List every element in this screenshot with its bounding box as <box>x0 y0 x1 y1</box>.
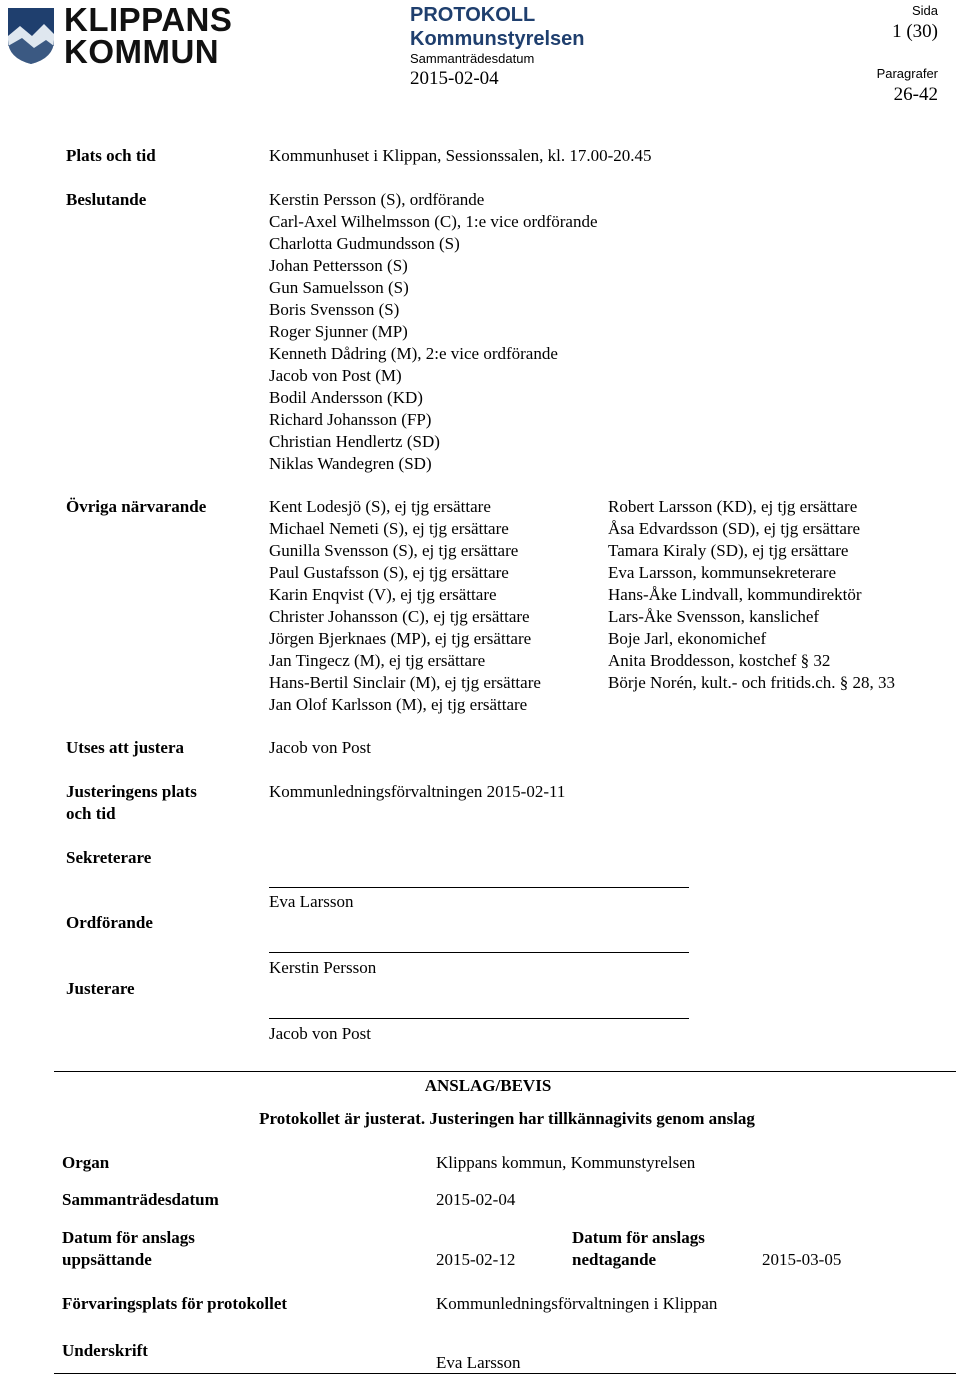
list-item: Roger Sjunner (MP) <box>269 322 408 341</box>
storage-value: Kommunledningsförvaltningen i Klippan <box>436 1294 718 1313</box>
list-item: Börje Norén, kult.- och fritids.ch. § 28, 33 <box>608 673 896 692</box>
list-item: Anita Broddesson, kostchef § 32 <box>608 651 831 670</box>
posting-date-value: 2015-02-12 <box>436 1250 516 1269</box>
list-item: Tamara Kiraly (SD), ej tjg ersättare <box>608 541 849 560</box>
secretary-label: Sekreterare <box>66 848 152 867</box>
signature-name: Eva Larsson <box>436 1353 521 1372</box>
list-item: Hans-Åke Lindvall, kommundirektör <box>608 585 862 604</box>
notice-meeting-date-value: 2015-02-04 <box>436 1190 516 1209</box>
chair-signature-line <box>269 952 689 953</box>
signature-label: Underskrift <box>62 1341 148 1360</box>
committee-name: Kommunstyrelsen <box>410 28 585 50</box>
list-item: Robert Larsson (KD), ej tjg ersättare <box>608 497 858 516</box>
others-list-col2 <box>608 496 895 694</box>
municipal-crest-icon <box>6 6 56 66</box>
removal-date-value: 2015-03-05 <box>762 1250 842 1269</box>
page-label: Sida <box>911 3 938 18</box>
signing-adjuster-name: Jacob von Post <box>269 1024 371 1043</box>
list-item: Gunilla Svensson (S), ej tjg ersättare <box>269 541 519 560</box>
list-item: Boris Svensson (S) <box>269 300 400 319</box>
paragraphs-label: Paragrafer <box>876 66 938 81</box>
organ-label: Organ <box>62 1153 110 1172</box>
adjust-place-value: Kommunledningsförvaltningen 2015-02-11 <box>269 782 566 801</box>
list-item: Charlotta Gudmundsson (S) <box>269 234 460 253</box>
list-item: Carl-Axel Wilhelmsson (C), 1:e vice ordförande <box>269 212 598 231</box>
others-label: Övriga närvarande <box>66 497 207 516</box>
notice-meeting-date-label: Sammanträdesdatum <box>62 1190 219 1209</box>
chair-name: Kerstin Persson <box>269 958 377 977</box>
doc-type: PROTOKOLL <box>410 4 536 26</box>
list-item: Johan Pettersson (S) <box>269 256 408 275</box>
posting-date-label-1: Datum för anslags <box>62 1228 195 1247</box>
list-item: Richard Johansson (FP) <box>269 410 432 429</box>
adjuster-value: Jacob von Post <box>269 738 371 757</box>
removal-date-label-1: Datum för anslags <box>572 1228 705 1247</box>
notice-subtitle: Protokollet är justerat. Justeringen har tillkännagivits genom anslag <box>259 1109 755 1128</box>
klippans-kommun-logo <box>6 1 233 70</box>
logo-line-2: KOMMUN <box>64 33 220 70</box>
secretary-name: Eva Larsson <box>269 892 354 911</box>
list-item: Åsa Edvardsson (SD), ej tjg ersättare <box>608 519 861 538</box>
list-item: Kenneth Dådring (M), 2:e vice ordförande <box>269 344 558 363</box>
adjust-place-label-1: Justeringens plats <box>66 782 197 801</box>
notice-title: ANSLAG/BEVIS <box>424 1076 552 1095</box>
list-item: Boje Jarl, ekonomichef <box>608 629 767 648</box>
list-item: Bodil Andersson (KD) <box>269 388 423 407</box>
list-item: Christer Johansson (C), ej tjg ersättare <box>269 607 530 626</box>
list-item: Paul Gustafsson (S), ej tjg ersättare <box>269 563 509 582</box>
deciding-label: Beslutande <box>66 190 147 209</box>
list-item: Niklas Wandegren (SD) <box>269 454 432 473</box>
adjuster-label: Utses att justera <box>66 738 185 757</box>
adjust-place-label-2: och tid <box>66 804 116 823</box>
secretary-signature-line <box>269 887 689 888</box>
list-item: Christian Hendlertz (SD) <box>269 432 440 451</box>
list-item: Michael Nemeti (S), ej tjg ersättare <box>269 519 509 538</box>
list-item: Kent Lodesjö (S), ej tjg ersättare <box>269 497 491 516</box>
signing-adjuster-label: Justerare <box>66 979 135 998</box>
meeting-date-label: Sammanträdesdatum <box>410 51 535 66</box>
list-item: Gun Samuelsson (S) <box>269 278 409 297</box>
list-item: Jacob von Post (M) <box>269 366 402 385</box>
storage-label: Förvaringsplats för protokollet <box>62 1294 288 1313</box>
page-number: 1 (30) <box>892 21 938 42</box>
list-item: Lars-Åke Svensson, kanslichef <box>608 607 820 626</box>
list-item: Jörgen Bjerknaes (MP), ej tjg ersättare <box>269 629 532 648</box>
list-item: Karin Enqvist (V), ej tjg ersättare <box>269 585 497 604</box>
organ-value: Klippans kommun, Kommunstyrelsen <box>436 1153 696 1172</box>
posting-date-label-2: uppsättande <box>62 1250 152 1269</box>
list-item: Jan Tingecz (M), ej tjg ersättare <box>269 651 486 670</box>
place-value: Kommunhuset i Klippan, Sessionssalen, kl. 17.00-20.45 <box>269 146 652 165</box>
section-divider <box>54 1071 956 1072</box>
logo-line-1: KLIPPANS <box>64 1 233 38</box>
list-item: Kerstin Persson (S), ordförande <box>269 190 485 209</box>
adjuster-signature-line <box>269 1018 689 1019</box>
list-item: Hans-Bertil Sinclair (M), ej tjg ersättare <box>269 673 541 692</box>
place-label: Plats och tid <box>66 146 156 165</box>
removal-date-label-2: nedtagande <box>572 1250 657 1269</box>
list-item: Jan Olof Karlsson (M), ej tjg ersättare <box>269 695 528 714</box>
meeting-date: 2015-02-04 <box>410 68 499 89</box>
others-list-col1 <box>269 496 541 716</box>
deciding-members-list <box>269 189 598 475</box>
paragraphs-range: 26-42 <box>893 84 938 105</box>
bottom-rule <box>54 1373 956 1374</box>
chair-label: Ordförande <box>66 913 153 932</box>
list-item: Eva Larsson, kommunsekreterare <box>608 563 836 582</box>
